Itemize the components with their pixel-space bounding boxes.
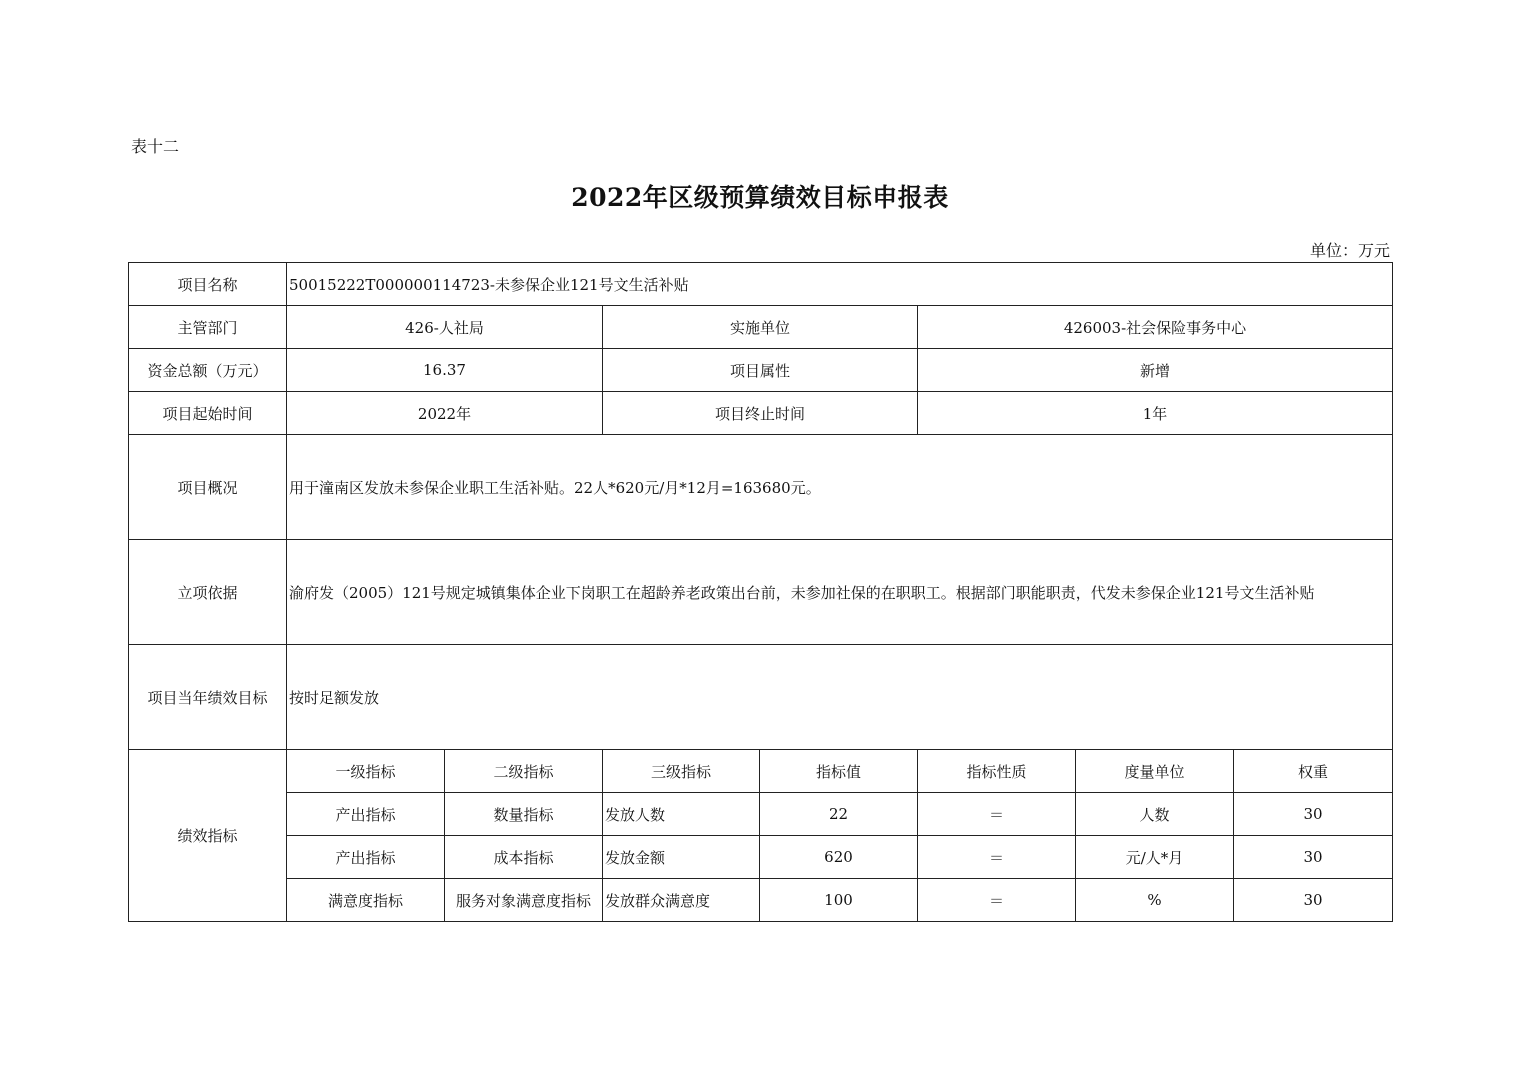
basis-label: 立项依据: [129, 540, 287, 645]
level2-indicator: 成本指标: [445, 836, 603, 879]
end-time-label: 项目终止时间: [603, 392, 918, 435]
indicator-header: 权重: [1234, 750, 1393, 793]
indicators-label: 绩效指标: [129, 750, 287, 922]
project-attribute-value: 新增: [918, 349, 1393, 392]
indicator-value: 22: [760, 793, 918, 836]
start-time-label: 项目起始时间: [129, 392, 287, 435]
indicator-header: 三级指标: [603, 750, 760, 793]
row-project-name: [129, 263, 1393, 306]
indicator-value: 100: [760, 879, 918, 922]
row-basis: [129, 540, 1393, 645]
indicator-header: 度量单位: [1076, 750, 1234, 793]
table-number: 表十二: [131, 137, 180, 156]
weight: 30: [1234, 879, 1393, 922]
indicator-row: [129, 836, 1393, 879]
level2-indicator: 服务对象满意度指标: [445, 879, 603, 922]
overview-label: 项目概况: [129, 435, 287, 540]
level1-indicator: 产出指标: [287, 793, 445, 836]
level3-indicator: 发放金额: [603, 836, 760, 879]
row-fund: [129, 349, 1393, 392]
level3-indicator: 发放人数: [603, 793, 760, 836]
department-value: 426-人社局: [287, 306, 603, 349]
indicator-header-row: [129, 750, 1393, 793]
fund-total-value: 16.37: [287, 349, 603, 392]
weight: 30: [1234, 836, 1393, 879]
basis-value: 渝府发（2005）121号规定城镇集体企业下岗职工在超龄养老政策出台前，未参加社保的在职职工。根据部门职能职责，代发未参保企业121号文生活补贴: [287, 540, 1393, 645]
indicator-row: [129, 793, 1393, 836]
row-period: [129, 392, 1393, 435]
goal-value: 按时足额发放: [287, 645, 1393, 750]
document-title: 2022年区级预算绩效目标申报表: [571, 183, 949, 212]
measure-unit: 元/人*月: [1076, 836, 1234, 879]
weight: 30: [1234, 793, 1393, 836]
project-name-value: 50015222T000000114723-未参保企业121号文生活补贴: [287, 263, 1393, 306]
indicator-header: 指标性质: [918, 750, 1076, 793]
fund-total-label: 资金总额（万元）: [129, 349, 287, 392]
project-name-label: 项目名称: [129, 263, 287, 306]
indicator-row: [129, 879, 1393, 922]
project-attribute-label: 项目属性: [603, 349, 918, 392]
indicator-header: 指标值: [760, 750, 918, 793]
measure-unit: 人数: [1076, 793, 1234, 836]
performance-target-table: [128, 262, 1393, 922]
unit-label: 单位：万元: [1309, 241, 1390, 260]
start-time-value: 2022年: [287, 392, 603, 435]
indicator-value: 620: [760, 836, 918, 879]
implementing-unit-value: 426003-社会保险事务中心: [918, 306, 1393, 349]
row-goal: [129, 645, 1393, 750]
department-label: 主管部门: [129, 306, 287, 349]
end-time-value: 1年: [918, 392, 1393, 435]
indicator-nature: ＝: [918, 879, 1076, 922]
row-department: [129, 306, 1393, 349]
indicator-nature: ＝: [918, 793, 1076, 836]
level1-indicator: 产出指标: [287, 836, 445, 879]
level1-indicator: 满意度指标: [287, 879, 445, 922]
indicator-header: 二级指标: [445, 750, 603, 793]
row-overview: [129, 435, 1393, 540]
goal-label: 项目当年绩效目标: [129, 645, 287, 750]
level2-indicator: 数量指标: [445, 793, 603, 836]
overview-value: 用于潼南区发放未参保企业职工生活补贴。22人*620元/月*12月=163680元。: [287, 435, 1393, 540]
indicator-nature: ＝: [918, 836, 1076, 879]
implementing-unit-label: 实施单位: [603, 306, 918, 349]
measure-unit: %: [1076, 879, 1234, 922]
level3-indicator: 发放群众满意度: [603, 879, 760, 922]
indicator-header: 一级指标: [287, 750, 445, 793]
